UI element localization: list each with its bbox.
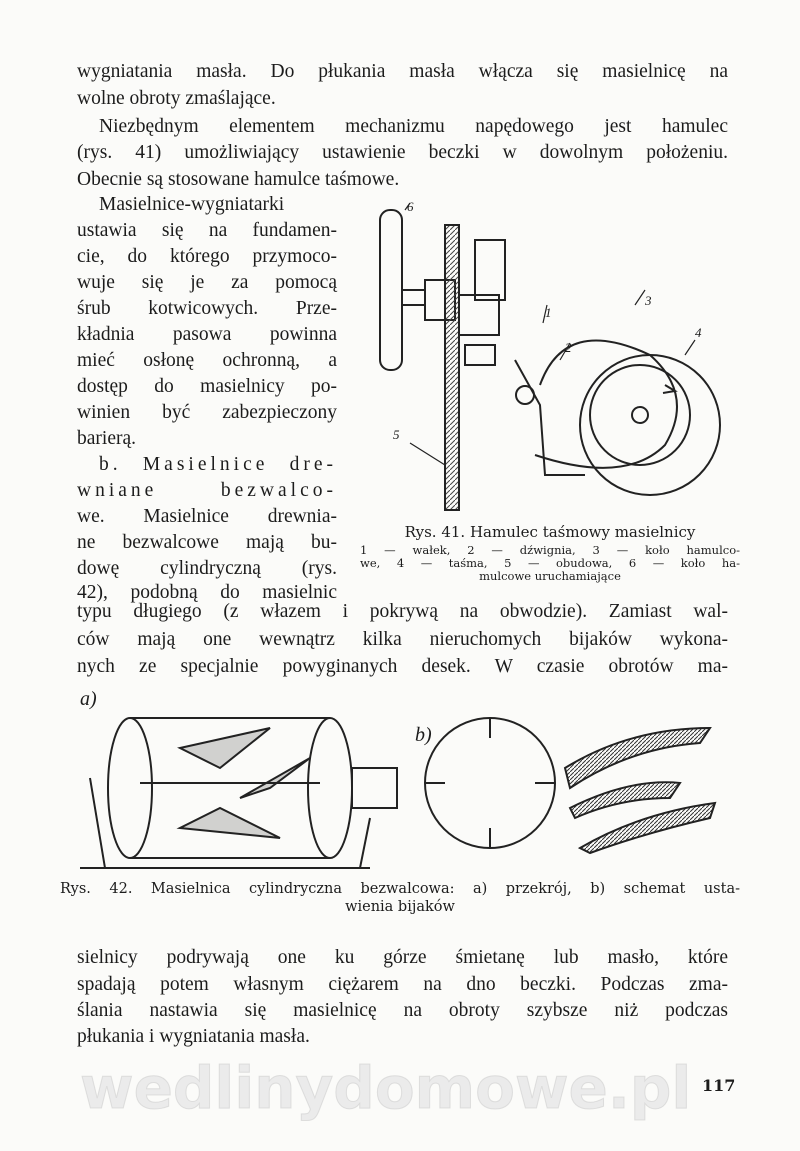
text-line: (rys. 41) umożliwiający ustawienie beczki w dowolnym położeniu. <box>77 142 728 163</box>
text-line: ne bezwalcowe mają bu- <box>77 532 337 553</box>
text-line: ców mają one wewnątrz kilka nieruchomych bijaków wykona- <box>77 629 728 650</box>
text-line: dostęp do masielnicy po- <box>77 376 337 397</box>
text-line: Masielnice-wygniatarki <box>99 194 285 215</box>
text-line: sielnicy podrywają one ku górze śmietanę lub masło, które <box>77 947 728 968</box>
text-line: śrub kotwicowych. Prze- <box>77 298 337 319</box>
text-line: Obecnie są stosowane hamulce taśmowe. <box>77 169 400 190</box>
text-line: winien być zabezpieczony <box>77 402 337 423</box>
section-heading: b. Masielnice dre- <box>99 454 337 475</box>
page-number: 117 <box>702 1076 736 1095</box>
figure-41-legend-line: 1 — wałek, 2 — dźwignia, 3 — koło hamulco- <box>360 543 740 557</box>
label-1: 1 <box>545 305 552 320</box>
label-b: b) <box>415 724 432 746</box>
text-line: we. Masielnice drewnia- <box>77 506 337 527</box>
text-line: wygniatania masła. Do płukania masła włącza się masielnicę na <box>77 61 728 82</box>
figure-42-caption: Rys. 42. Masielnica cylindryczna bezwalcowa: a) przekrój, b) schemat usta- <box>60 881 740 897</box>
text-line: cie, do którego przymoco- <box>77 246 337 267</box>
text-line: dowę cylindryczną (rys. <box>77 558 337 579</box>
label-2: 2 <box>565 340 572 355</box>
text-line: ślania nastawia się masielnicę na obroty szybsze niż podczas <box>77 1000 728 1021</box>
label-3: 3 <box>645 293 652 308</box>
figure-42-caption: wienia bijaków <box>345 899 455 915</box>
label-6: 6 <box>407 199 414 214</box>
section-heading: wniane bezwalco- <box>77 480 337 501</box>
text-line: kładnia pasowa powinna <box>77 324 337 345</box>
text-line: mieć osłonę ochronną, a <box>77 350 337 371</box>
band-brake-drawing <box>365 195 735 515</box>
label-a: a) <box>80 688 97 710</box>
text-line: nych ze specjalnie powyginanych desek. W czasie obrotów ma- <box>77 656 728 677</box>
text-line: wuje się je za pomocą <box>77 272 337 293</box>
figure-41-legend-line: we, 4 — taśma, 5 — obudowa, 6 — koło ha- <box>360 556 740 570</box>
figure-41-legend-line: mulcowe uruchamiające <box>479 569 621 583</box>
text-line: 42), podobną do masielnic <box>77 582 337 603</box>
text-line: barierą. <box>77 428 136 449</box>
churn-drawing <box>70 688 730 873</box>
label-4: 4 <box>695 325 702 340</box>
text-line: ustawia się na fundamen- <box>77 220 337 241</box>
text-line: płukania i wygniatania masła. <box>77 1026 310 1047</box>
text-line: wolne obroty zmaślające. <box>77 88 276 109</box>
label-5: 5 <box>393 427 400 442</box>
figure-41 <box>365 195 735 515</box>
text-line: spadają potem własnym ciężarem na dno beczki. Podczas zma- <box>77 974 728 995</box>
figure-42 <box>70 688 730 873</box>
text-line: Niezbędnym elementem mechanizmu napędowego jest hamulec <box>99 116 728 137</box>
figure-41-caption-title: Rys. 41. Hamulec taśmowy masielnicy <box>404 523 696 541</box>
text-line: typu długiego (z włazem i pokrywą na obwodzie). Zamiast wal- <box>77 601 728 622</box>
watermark: wedlinydomowe.pl <box>80 1054 692 1122</box>
